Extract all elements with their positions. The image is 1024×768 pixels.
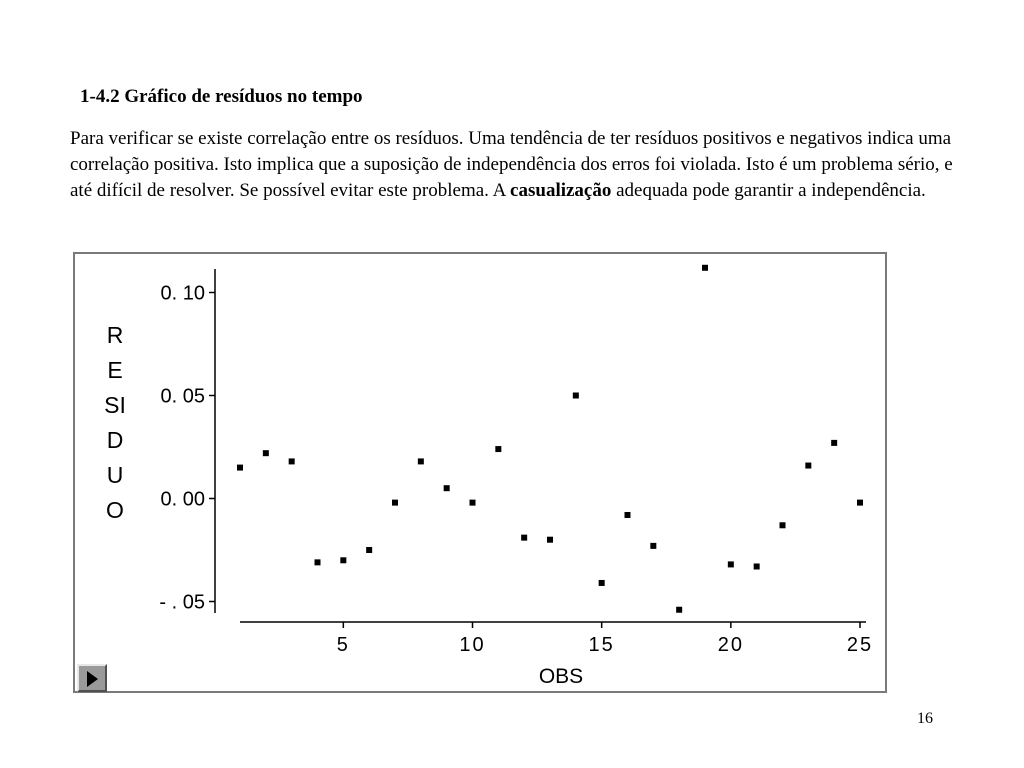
data-point: [289, 458, 295, 464]
data-point: [521, 535, 527, 541]
y-axis-label: RESIDUO: [104, 322, 126, 523]
data-point: [495, 446, 501, 452]
data-point: [263, 450, 269, 456]
x-axis-label: OBS: [538, 665, 584, 688]
data-point: [418, 458, 424, 464]
data-point: [444, 485, 450, 491]
data-point: [831, 440, 837, 446]
slide-heading: 1-4.2 Gráfico de resíduos no tempo: [80, 86, 363, 107]
x-tick-label: 15: [588, 634, 615, 656]
page-number: 16: [917, 710, 933, 727]
data-point: [728, 561, 734, 567]
y-tick-label: 0. 10: [160, 282, 205, 305]
data-point: [237, 465, 243, 471]
data-point: [470, 500, 476, 506]
x-tick-label: 5: [336, 634, 350, 656]
data-point: [340, 557, 346, 563]
play-button[interactable]: [77, 664, 107, 692]
data-point: [392, 500, 398, 506]
data-point: [650, 543, 656, 549]
data-point: [366, 547, 372, 553]
data-point: [625, 512, 631, 518]
data-point: [315, 559, 321, 565]
data-point: [780, 522, 786, 528]
data-point: [857, 500, 863, 506]
y-tick-label: 0. 00: [160, 488, 205, 511]
data-point: [754, 563, 760, 569]
paragraph-tail: adequada pode garantir a independência.: [611, 180, 926, 201]
data-point: [805, 463, 811, 469]
data-point: [599, 580, 605, 586]
data-point: [676, 607, 682, 613]
x-tick-label: 20: [717, 634, 744, 656]
play-icon: [87, 671, 98, 687]
x-tick-label: 25: [846, 634, 874, 656]
paragraph-bold-term: casualização: [510, 180, 612, 201]
y-tick-label: 0. 05: [160, 385, 205, 408]
data-point: [573, 393, 579, 399]
y-tick-label: - . 05: [159, 591, 205, 614]
paragraph-text: Para verificar se existe correlação entre os resíduos. Uma tendência de ter resíduos positivos e negativos indica uma correlação positiva. Isto implica que a suposição de independência dos erros foi violada. Isto é um problema sério, e até difícil de resolver. Se possível evitar este problema. A: [70, 128, 953, 201]
data-point: [547, 537, 553, 543]
data-point: [702, 265, 708, 271]
x-tick-label: 10: [459, 634, 486, 656]
